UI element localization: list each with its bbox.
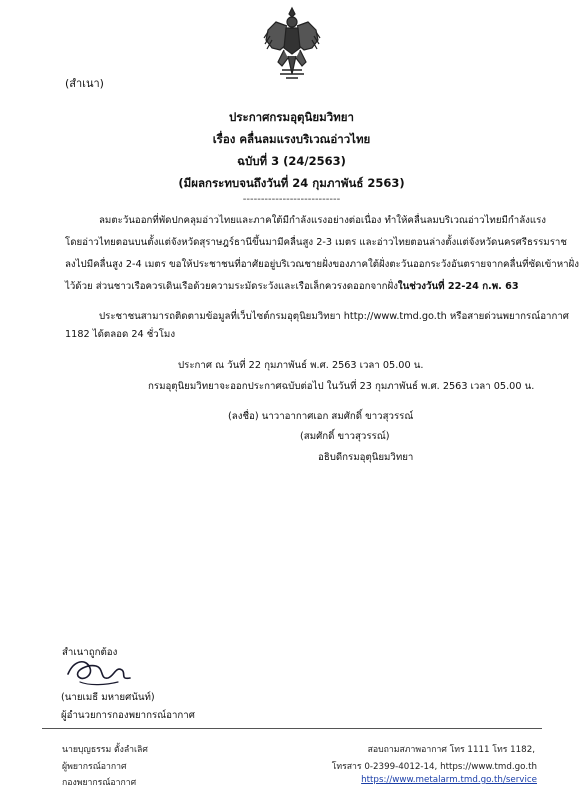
forecaster-role: ผู้พยากรณ์อากาศ — [62, 762, 127, 772]
subject-line: เรื่อง คลื่นลมแรงบริเวณอ่าวไทย — [212, 132, 371, 146]
announce-date: ประกาศ ณ วันที่ 22 กุมภาพันธ์ พ.ศ. 2563 เวลา 05.00 น. — [178, 360, 424, 371]
effective-date: (มีผลกระทบจนถึงวันที่ 24 กุมภาพันธ์ 2563) — [178, 176, 405, 190]
title-divider: --------------------------- — [242, 194, 341, 205]
contact-phone: สอบถามสภาพอากาศ โทร 1111 โทร 1182, — [367, 745, 535, 755]
contact-fax-web: โทรสาร 0-2399-4012-14, https://www.tmd.go.th — [331, 762, 537, 772]
garuda-emblem-icon — [262, 4, 322, 84]
paragraph2-line2: 1182 ได้ตลอด 24 ชั่วโมง — [65, 329, 176, 340]
paragraph1-line3: ลงไปมีคลื่นสูง 2-4 เมตร ขอให้ประชาชนที่อาศัยอยู่บริเวณชายฝั่งของภาคใต้ฝั่งตะวันออกระวังอันตรายจากคลื่นที่ซัดเข้าหาฝั่ง — [65, 259, 579, 270]
copy-label: (สำเนา) — [65, 77, 104, 90]
handwritten-signature — [60, 652, 135, 688]
next-announcement: กรมอุตุนิยมวิทยาจะออกประกาศฉบับต่อไป ในวันที่ 23 กุมภาพันธ์ พ.ศ. 2563 เวลา 05.00 น. — [148, 381, 535, 392]
issue-number: ฉบับที่ 3 (24/2563) — [237, 154, 346, 168]
signatory-name: (สมศักดิ์ ขาวสุวรรณ์) — [300, 431, 390, 442]
certified-copy-label: สำเนาถูกต้อง — [62, 647, 118, 658]
paragraph1-line4-text: ไว้ด้วย ส่วนชาวเรือควรเดินเรือด้วยความระมัดระวังและเรือเล็กควรงดออกจากฝั่ง — [65, 281, 398, 292]
warning-period: ในช่วงวันที่ 22-24 ก.พ. 63 — [397, 281, 519, 292]
service-link[interactable]: https://www.metalarm.tmd.go.th/service — [361, 775, 537, 785]
paragraph1-line4 — [65, 279, 519, 294]
signatory-line: (ลงชื่อ) นาวาอากาศเอก สมศักดิ์ ขาวสุวรรณ์ — [228, 411, 414, 422]
signatory-position: อธิบดีกรมอุตุนิยมวิทยา — [318, 452, 414, 463]
certifier-name: (นายเมธี มหายศนันท์) — [61, 692, 155, 703]
page-title: ประกาศกรมอุตุนิยมวิทยา — [229, 110, 354, 124]
paragraph2-line1: ประชาชนสามารถติดตามข้อมูลที่เว็บไซต์กรมอุตุนิยมวิทยา http://www.tmd.go.th หรือสายด่วนพยากรณ์อากาศ — [99, 311, 569, 322]
paragraph1-line1: ลมตะวันออกที่พัดปกคลุมอ่าวไทยและภาคใต้มีกำลังแรงอย่างต่อเนื่อง ทำให้คลื่นลมบริเวณอ่าวไทยมีกำลังแรง — [99, 215, 547, 226]
forecaster-division: กองพยากรณ์อากาศ — [62, 778, 137, 788]
footer-divider — [42, 728, 542, 729]
forecaster-name: นายบุญธรรม ตั้งลำเลิศ — [62, 745, 148, 755]
paragraph1-line2: โดยอ่าวไทยตอนบนตั้งแต่จังหวัดสุราษฎร์ธานีขึ้นมามีคลื่นสูง 2-3 เมตร และอ่าวไทยตอนล่างตั้งแต่จังหวัดนครศรีธรรมราช — [65, 237, 567, 248]
certifier-position: ผู้อำนวยการกองพยากรณ์อากาศ — [61, 710, 195, 721]
